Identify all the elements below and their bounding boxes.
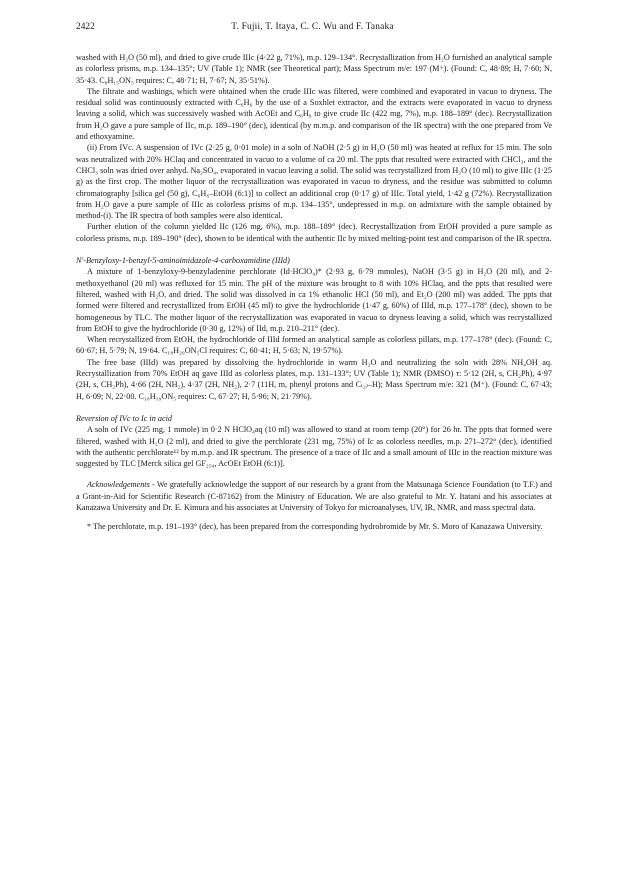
running-head: T. Fujii, T. Itaya, C. C. Wu and F. Tanaka: [231, 22, 394, 32]
section-heading-reversion: Reversion of IVc to Ic in acid: [76, 413, 172, 423]
acknowledgements-text: - We gratefully acknowledge the support of our research by a grant from the Matsunaga Science Foundation (to T.F.) and a Grant-in-Aid for Scientific Research (C-87162) from the Ministry of Education. We are also grateful to Mr. Y. Itatani and his associates at Kanazawa University and Dr. E. Kimura and his associates at University of Tokyo for microanalyses, UV, IR, NMR, and mass spectral data.: [76, 480, 552, 512]
paragraph-further-elution: Further elution of the column yielded IIc (126 mg, 6%), m.p. 188–189° (dec). Recrystallization from EtOH provided a pure sample as colorless prisms, m.p. 189–190° (dec), shown to be identical with the authentic IIc by mixed melting-point test and comparison of the IR spectra.: [76, 222, 552, 243]
article-body: [76, 52, 552, 533]
page-header: [76, 20, 549, 34]
page-number: 2422: [76, 22, 95, 32]
paragraph-method-ii: (ii) From IVc. A suspension of IVc (2·25 g, 0·01 mole) in a soln of NaOH (2·5 g) in H₂O (50 ml) was heated at reflux for 15 min. The soln was neutralized with 20% HClaq and concentrated in vacuo to a volume of ca 20 ml. The ppts that resulted were extracted with CHCl₃, and the CHCl₃ soln was dried over anhyd. Na₂SO₄, evaporated in vacuo leaving a solid. The solid was recrystallized from H₂O (10 ml) to give IIIc (1·25 g) as the first crop. The mother liquor of the recrystallization was evaporated in vacuo to dryness, and the residue was submitted to column chromatography [silica gel (50 g), C₆H₆–EtOH (6:1)] to collect an additional crop (0·17 g) of IIIc. Total yield, 1·42 g (72%). Recrystallization from H₂O gave a pure sample of IIIc as colorless prisms of m.p. 134–135°, undepressed in m.p. on admixture with the sample obtained by method-(i). The IR spectra of both samples were also identical.: [76, 143, 552, 221]
paragraph-iiid-hydrochloride: When recrystallized from EtOH, the hydrochloride of IIId formed an analytical sample as colorless pillars, m.p. 177–178° (dec). (Found: C, 60·67; H, 5·79; N, 19·64. C₁₈H₂₀ON₅Cl requires: C, 60·41; H, 5·63; N, 19·57%).: [76, 335, 552, 356]
footnote: * The perchlorate, m.p. 191–193° (dec), has been prepared from the corresponding hydrobromide by Mr. S. Moro of Kanazawa University.: [87, 522, 543, 532]
section-heading-iiid: N'-Benzyloxy-1-benzyl-5-aminoimidazole-4-carboxamidine (IIId): [76, 256, 290, 266]
paragraph-iiid-free-base: The free base (IIId) was prepared by dissolving the hydrochloride in warm H₂O and neutralizing the soln with 28% NH₄OH aq. Recrystallization from 70% EtOH aq gave IIId as colorless plates, m.p. 131–133°; UV (Table 1); NMR (DMSO) τ: 5·12 (2H, s, CH₂Ph), 4·97 (2H, s, CH₂Ph), 4·66 (2H, NH₂), 4·37 (2H, NH₂), 2·7 (11H, m, phenyl protons and C₍₂₎–H); Mass Spectrum m/e: 321 (M⁺). (Found: C, 67·43; H, 6·09; N, 22·00. C₁₈H₁₉ON₅ requires: C, 67·27; H, 5·96; N, 21·79%).: [76, 357, 552, 401]
acknowledgements-label: Acknowledgements: [87, 480, 150, 490]
paragraph-iiid-preparation: A mixture of 1-benzyloxy-9-benzyladenine perchlorate (Id·HClO₄)* (2·93 g, 6·79 mmoles), NaOH (3·5 g) in H₂O (20 ml), and 2-methoxyethanol (20 ml) was refluxed for 15 min. The pH of the mixture was brought to 8 with 10% HClaq, and the ppts that resulted were filtered, washed with H₂O, and dried. The solid was dissolved in ca 1% ethanolic HCl (50 ml), and Et₂O (200 ml) was added. The ppts that formed were filtered and recrystallized from EtOH (45 ml) to give the hydrochloride (1·47 g, 60%) of IIId, m.p. 177–178° (dec), shown to be homogeneous by TLC. The mother liquor of the recrystallization was evaporated in vacuo to dryness leaving a solid, which was recrystallized from EtOH to give the hydrochloride (0·30 g, 12%) of IId, m.p. 210–211° (dec).: [76, 267, 552, 333]
acknowledgements: [76, 479, 552, 513]
paragraph-iiic-recrystallization: washed with H₂O (50 ml), and dried to give crude IIIc (4·22 g, 71%), m.p. 129–134°. Recrystallization from H₂O furnished an analytical sample as colorless prisms, m.p. 134–135°; UV (Table 1); NMR (see Theoretical part); Mass Spectrum m/e: 197 (M⁺). (Found: C, 48·89; H, 7·60; N, 35·43. C₈H₁₅ON₅ requires: C, 48·71; H, 7·67; N, 35·51%).: [76, 53, 552, 85]
paragraph-reversion: A soln of IVc (225 mg, 1 mmole) in 0·2 N HClO₄aq (10 ml) was allowed to stand at room temp (20°) for 26 hr. The ppts that formed were filtered, washed with H₂O (2 ml), and dried to give the perchlorate (231 mg, 75%) of Ic as colorless needles, m.p. 271–272° (dec), identified with the authentic perchlorate¹² by m.m.p. and IR spectrum. The presence of a trace of IIc and a small amount of IIIc in the reaction mixture was suggested by TLC [Merck silica gel GF₂₅₄, AcOEt EtOH (6:1)].: [76, 425, 552, 469]
paragraph-filtrate-workup: The filtrate and washings, which were obtained when the crude IIIc was filtered, were combined and evaporated in vacuo to dryness. The residual solid was continuously extracted with C₆H₆ by the use of a Soxhlet extractor, and the extracts were evaporated in vacuo to dryness leaving a solid, which was successively washed with AcOEt and C₆H₆ to give crude IIc (422 mg, 7%), m.p. 188–189° (dec). Recrystallization from H₂O gave a pure sample of IIc, m.p. 189–190° (dec), identical (by m.m.p. and comparison of the IR spectra) with the one prepared from Ve and ethoxyamine.: [76, 86, 552, 142]
